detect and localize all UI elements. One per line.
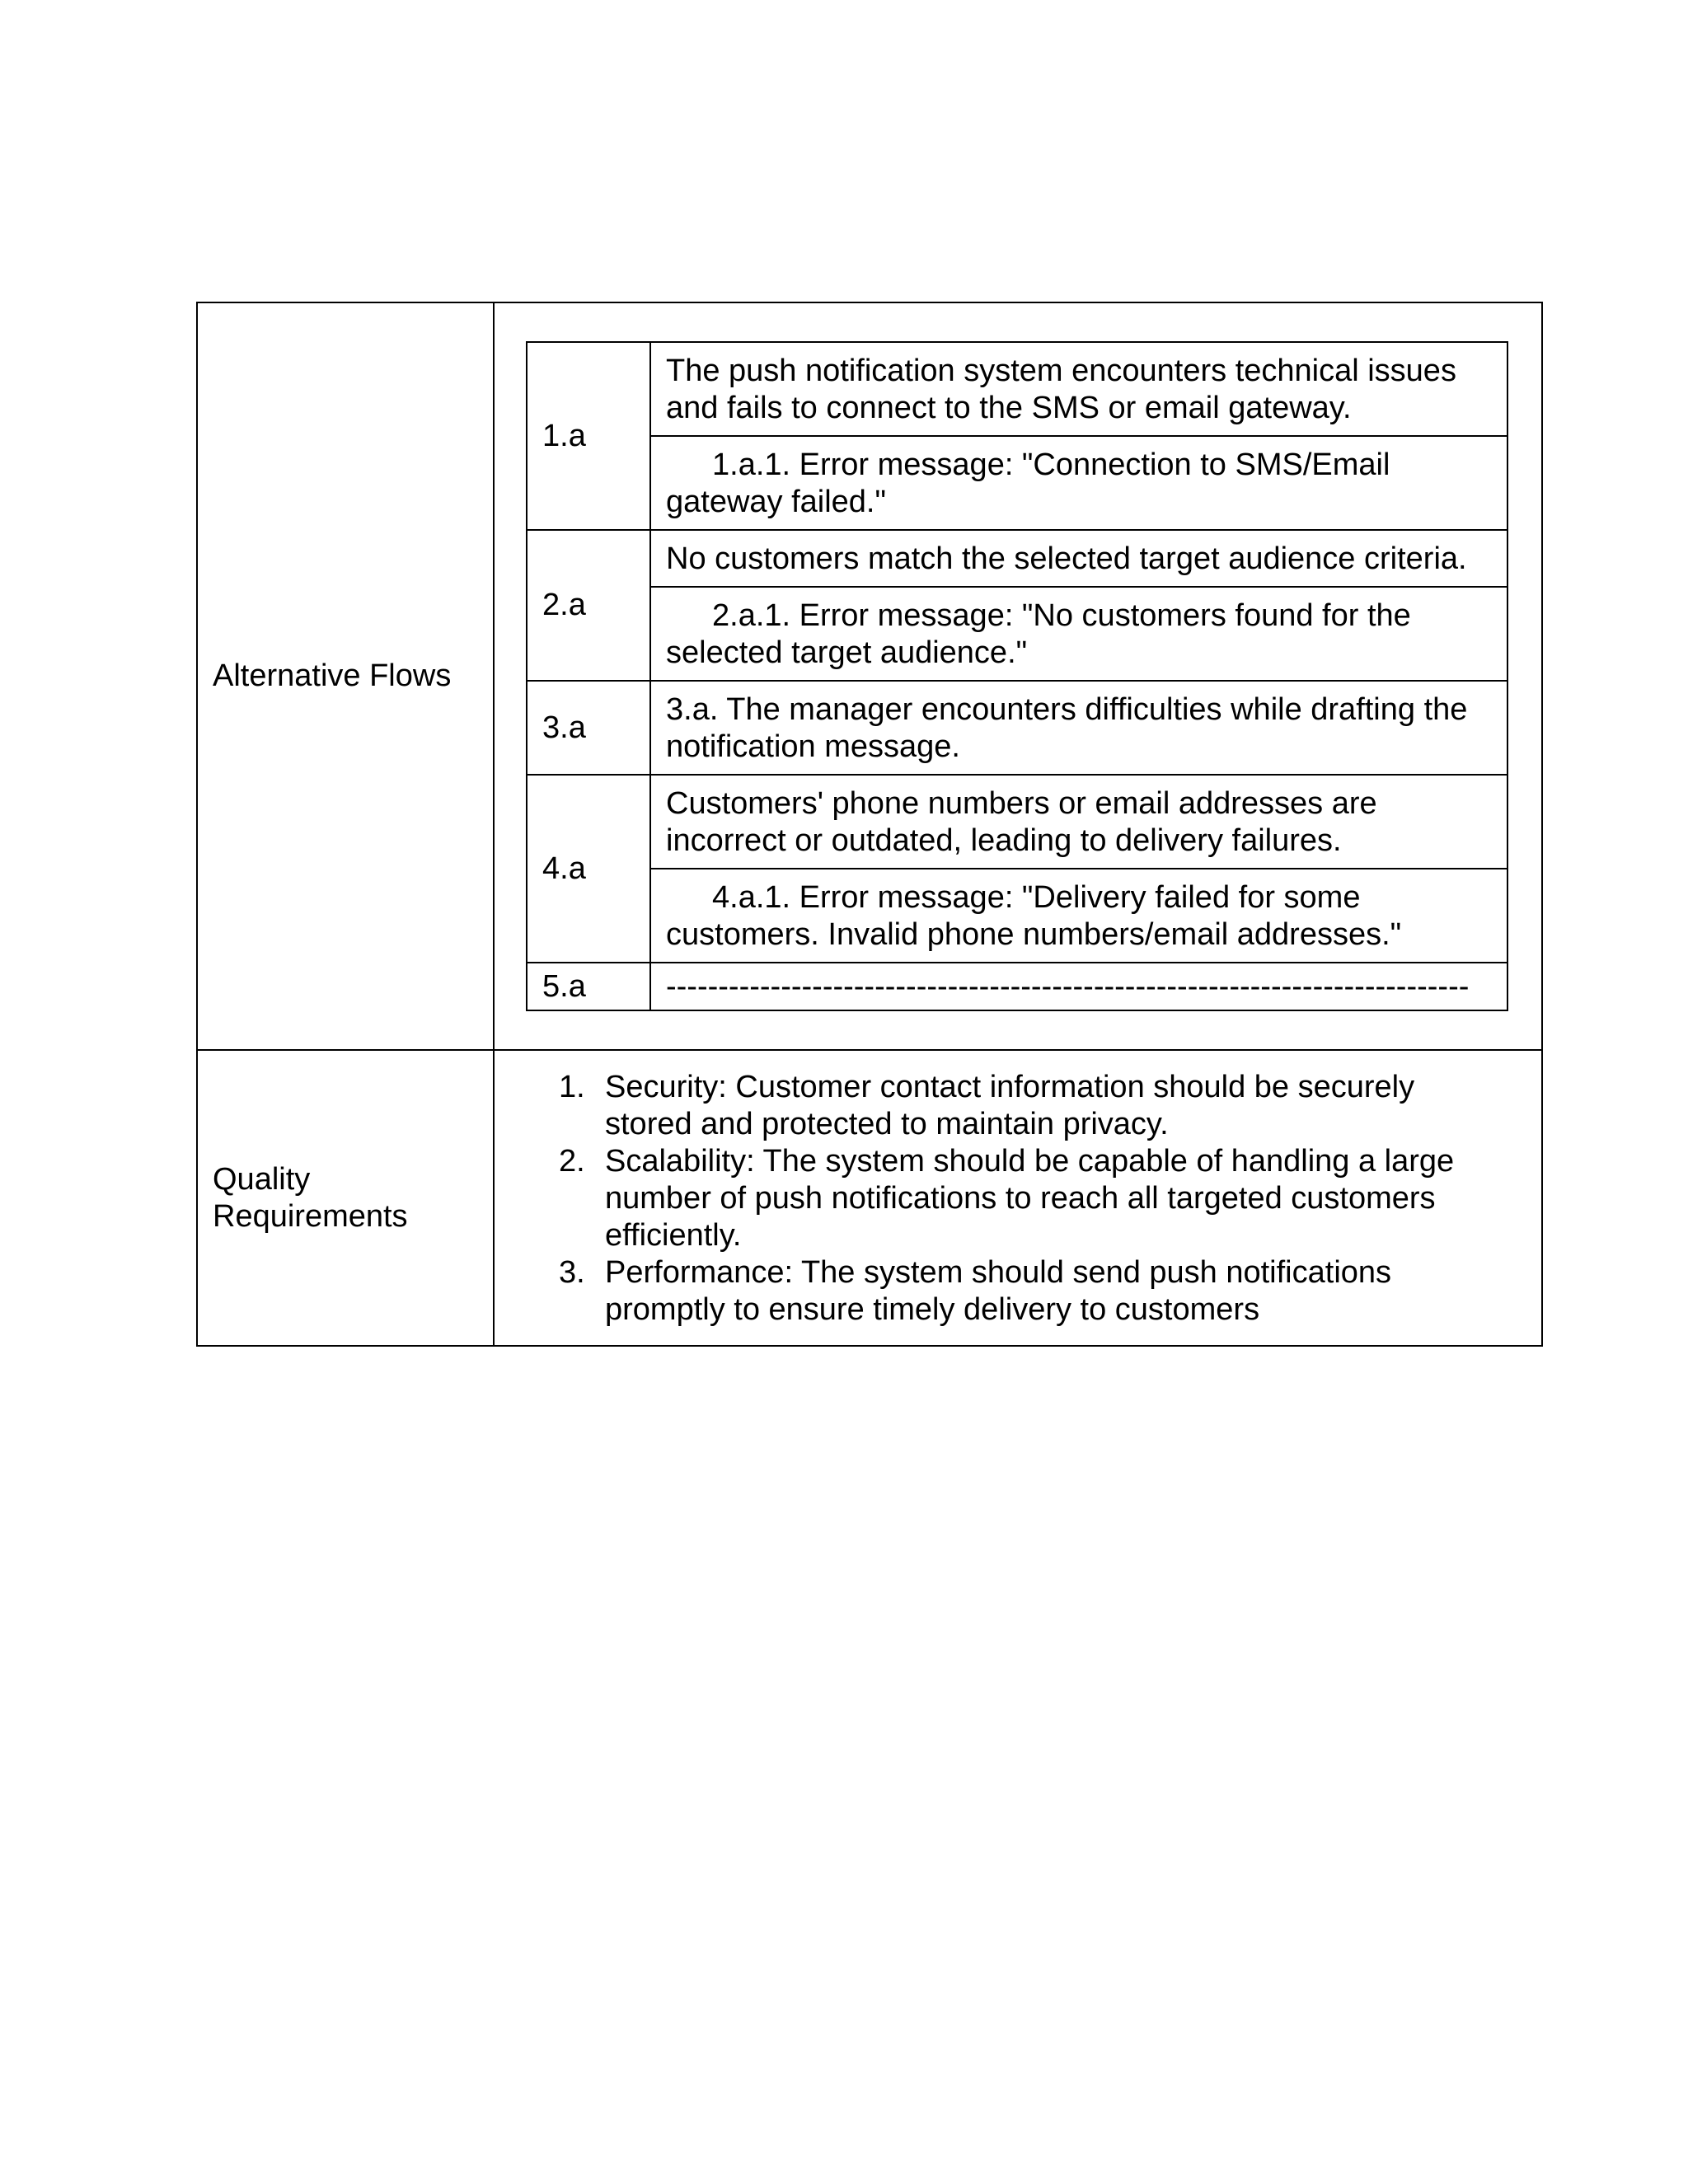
alt-flow-error-message: 4.a.1. Error message: "Delivery failed for some customers. Invalid phone numbers/email addresses." [650, 869, 1507, 963]
alt-flow-row-5a [527, 963, 1507, 1010]
quality-requirement-text: Performance: The system should send push notifications promptly to ensure timely delivery to customers [605, 1255, 1392, 1327]
alt-flow-description: The push notification system encounters technical issues and fails to connect to the SMS or email gateway. [650, 342, 1507, 436]
quality-requirements-list [526, 1069, 1508, 1329]
alt-flow-description: No customers match the selected target audience criteria. [650, 530, 1507, 587]
alt-flow-subrow-1a1 [527, 436, 1507, 530]
alternative-flows-label: Alternative Flows [197, 302, 494, 1050]
alternative-flows-row [197, 302, 1542, 1050]
quality-requirement-item [526, 1143, 1508, 1254]
alternative-flows-table [526, 341, 1508, 1011]
alternative-flows-content [494, 302, 1542, 1050]
alt-flow-row-3a [527, 681, 1507, 775]
quality-requirement-text: Security: Customer contact information should be securely stored and protected to maintain privacy. [605, 1070, 1415, 1141]
alt-flow-number: 5.a [527, 963, 650, 1010]
alt-flow-number: 3.a [527, 681, 650, 775]
alt-flow-subrow-2a1 [527, 587, 1507, 681]
alt-flow-row-2a [527, 530, 1507, 587]
alt-flow-error-message: 2.a.1. Error message: "No customers found for the selected target audience." [650, 587, 1507, 681]
alt-flow-number: 1.a [527, 342, 650, 530]
use-case-table [196, 302, 1543, 1347]
quality-requirement-number: 2. [559, 1144, 585, 1179]
alt-flow-placeholder-dashes: ----------------------------------------------------------------------------- [650, 963, 1507, 1010]
quality-requirement-number: 3. [559, 1255, 585, 1290]
alt-flow-description: 3.a. The manager encounters difficulties while drafting the notification message. [650, 681, 1507, 775]
alt-flow-number: 4.a [527, 775, 650, 963]
alt-flow-row-1a [527, 342, 1507, 436]
alt-flow-description: Customers' phone numbers or email addresses are incorrect or outdated, leading to delivery failures. [650, 775, 1507, 869]
alt-flow-number: 2.a [527, 530, 650, 681]
quality-requirement-text: Scalability: The system should be capable of handling a large number of push notifications to reach all targeted customers efficiently. [605, 1144, 1455, 1253]
quality-requirements-content [494, 1050, 1542, 1346]
quality-requirements-label: Quality Requirements [197, 1050, 494, 1346]
alt-flow-row-4a [527, 775, 1507, 869]
quality-requirement-item [526, 1254, 1508, 1329]
quality-requirement-number: 1. [559, 1070, 585, 1104]
alt-flow-subrow-4a1 [527, 869, 1507, 963]
quality-requirement-item [526, 1069, 1508, 1143]
alt-flow-error-message: 1.a.1. Error message: "Connection to SMS/Email gateway failed." [650, 436, 1507, 530]
quality-requirements-row [197, 1050, 1542, 1346]
